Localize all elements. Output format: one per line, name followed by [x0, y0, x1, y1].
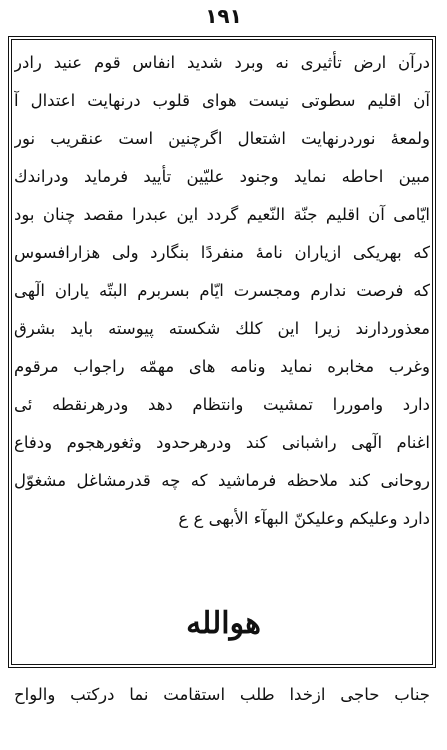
text-line: اغنام الٓهی راشبانی کند ودرهرحدود وثغورهجوم ودفاع: [14, 433, 430, 452]
text-line: ولمعهٔ نوردرنهایت اشتعال اگرچنین است عنقریب نور: [14, 129, 430, 148]
invocation-heading: هوالله: [186, 606, 261, 641]
letter-body: [14, 44, 430, 538]
text-line: که بهریکی ازیاران نامهٔ منفردًا بنگارد ولی هزارافسوس: [14, 243, 430, 262]
text-line-closing: دارد وعلیکم وعلیکنّ البهآء الأبهی ع ع: [178, 509, 430, 528]
text-line: ایّامی آن اقلیم جنّة النّعیم گردد این عبدرا مقصد چنان بود: [14, 205, 430, 224]
text-line: دارد واموررا تمشیت وانتظام دهد ودرهرنقطه ئی: [14, 395, 430, 414]
page-number: ١٩١: [205, 4, 242, 28]
text-line: آن اقلیم سطوتی نیست هوای قلوب درنهایت اعتدال آ: [14, 91, 430, 110]
text-line: معذوردارند زیرا این کلك شکسته پیوسته باید بشرق: [14, 319, 430, 338]
text-line: روحانی کند ملاحظه فرماشید که چه قدرمشاغل مشغوّل: [14, 471, 430, 490]
text-line: مبین احاطه نماید وجنود علیّین تأیید فرماید ودراندك: [14, 167, 430, 186]
text-line: وغرب مخابره نماید ونامه های مهمّه راجواب مرقوم: [14, 357, 430, 376]
text-line: درآن ارض تأثیری نه وبرد شدید انفاس قوم عنید رادر: [14, 53, 430, 72]
footer-line: جناب حاجی ازخدا طلب استقامت نما درکتب والواح: [14, 685, 430, 704]
text-line: که فرصت ندارم ومجسرت ایّام بسربرم البتّه یاران الٓهی: [14, 281, 430, 300]
